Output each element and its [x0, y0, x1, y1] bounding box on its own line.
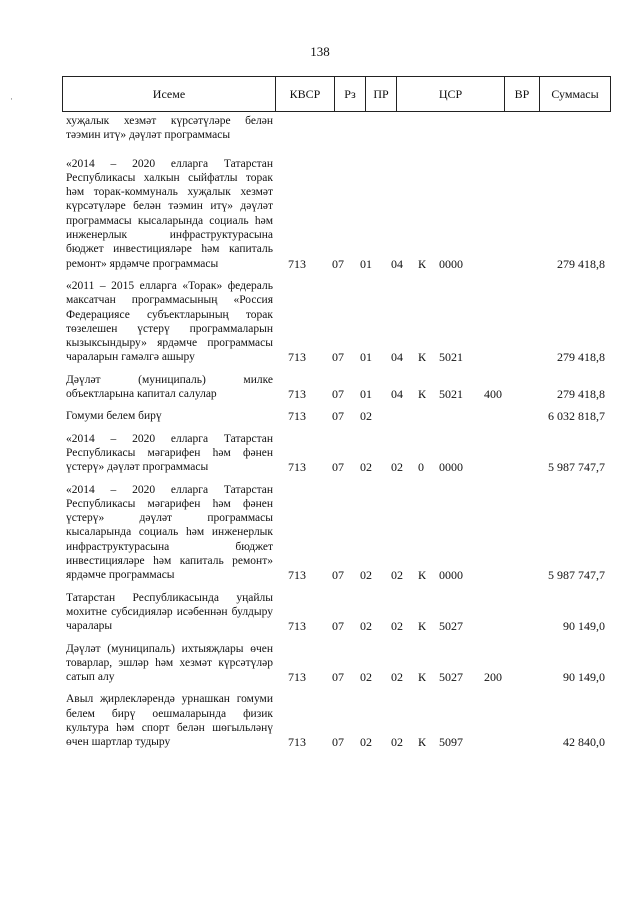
row-kvsr: 713: [288, 387, 306, 402]
header-vr: ВР: [505, 77, 540, 111]
row-rz: 07: [332, 256, 344, 271]
row-p2: К: [418, 735, 427, 750]
row-name: Дәүләт (муниципаль) ихтыяҗлары өчен товарлар, эшләр һәм хезмәт күрсәтүләр сатып алу: [66, 642, 273, 684]
row-sum: 279 418,8: [557, 256, 605, 271]
row-pr: 02: [360, 670, 372, 685]
row-pr: 01: [360, 350, 372, 365]
table-row: [66, 591, 611, 634]
table-row: [66, 483, 611, 583]
table-row: [66, 409, 611, 423]
header-name: Исеме: [63, 77, 276, 111]
row-kvsr: 713: [288, 619, 306, 634]
row-p2: К: [418, 387, 427, 402]
table-row: [66, 692, 611, 749]
header-rz: Рз: [335, 77, 366, 111]
row-rz: 07: [332, 735, 344, 750]
row-rz: 07: [332, 568, 344, 583]
row-sum: 42 840,0: [563, 735, 605, 750]
table-row: [66, 642, 611, 685]
table-body: [66, 114, 611, 758]
row-name: Дәүләт (муниципаль) милке объектларына капитал салулар: [66, 373, 273, 401]
row-p3: 5027: [439, 619, 463, 634]
table-header: [62, 76, 611, 112]
row-vr: 200: [484, 670, 502, 685]
row-p1: 04: [391, 387, 403, 402]
row-name: «2014 – 2020 елларга Татарстан Республикасы халкын сыйфатлы торак һәм торак-коммуналь хуҗалык хезмәт күрсәтүләре белән тәэмин итү» дәүләт программасы кысаларында социаль һәм инженерлык инфраструктурасына бюджет инвестицияләре һәм капиталь ремонт» ярдәмче программасы: [66, 157, 273, 270]
row-p2: К: [418, 619, 427, 634]
table-row: [66, 279, 611, 365]
header-pr: ПР: [366, 77, 397, 111]
row-rz: 07: [332, 460, 344, 475]
row-sum: 6 032 818,7: [548, 409, 605, 424]
row-pr: 01: [360, 256, 372, 271]
row-p1: 02: [391, 619, 403, 634]
row-p2: 0: [418, 460, 424, 475]
header-sum: Суммасы: [551, 86, 599, 101]
row-p3: 5021: [439, 350, 463, 365]
table-row: [66, 373, 611, 402]
row-rz: 07: [332, 670, 344, 685]
row-name: Гомуми белем бирү: [66, 410, 162, 423]
row-p2: К: [418, 350, 427, 365]
row-sum: 90 149,0: [563, 619, 605, 634]
table-row: [66, 432, 611, 475]
row-p1: 02: [391, 568, 403, 583]
row-pr: 02: [360, 735, 372, 750]
row-kvsr: 713: [288, 568, 306, 583]
header-csr: ЦСР: [397, 77, 505, 111]
margin-mark: ·: [10, 94, 13, 104]
row-p1: 02: [391, 670, 403, 685]
row-name: «2014 – 2020 елларга Татарстан Республикасы мәгарифен һәм фәнен үстерү» дәүләт программасы: [66, 432, 273, 474]
row-p3: 5097: [439, 735, 463, 750]
row-rz: 07: [332, 619, 344, 634]
row-pr: 02: [360, 460, 372, 475]
row-name: Авыл җирлекләрендә урнашкан гомуми белем бирү оешмаларында физик культура һәм спорт белән шөгыльләнү өчен шартлар тудыру: [66, 693, 273, 749]
row-name: Татарстан Республикасында уңайлы мохитне субсидияләр исәбеннән булдыру чаралары: [66, 591, 273, 633]
row-p3: 0000: [439, 460, 463, 475]
table-row: [66, 157, 611, 271]
row-rz: 07: [332, 350, 344, 365]
row-kvsr: 713: [288, 735, 306, 750]
row-pr: 02: [360, 409, 372, 424]
row-p1: 04: [391, 350, 403, 365]
row-p3: 0000: [439, 256, 463, 271]
row-p2: К: [418, 256, 427, 271]
row-rz: 07: [332, 409, 344, 424]
row-kvsr: 713: [288, 409, 306, 424]
row-p2: К: [418, 568, 427, 583]
row-kvsr: 713: [288, 670, 306, 685]
row-kvsr: 713: [288, 350, 306, 365]
row-sum: 279 418,8: [557, 350, 605, 365]
row-name: хуҗалык хезмәт күрсәтүләре белән тәэмин итү» дәүләт программасы: [66, 115, 273, 142]
row-p3: 5027: [439, 670, 463, 685]
row-sum: 5 987 747,7: [548, 568, 605, 583]
row-p1: 02: [391, 460, 403, 475]
row-kvsr: 713: [288, 256, 306, 271]
row-p2: К: [418, 670, 427, 685]
row-rz: 07: [332, 387, 344, 402]
row-pr: 01: [360, 387, 372, 402]
header-kvsr: КВСР: [276, 77, 335, 111]
row-pr: 02: [360, 568, 372, 583]
row-sum: 279 418,8: [557, 387, 605, 402]
row-vr: 400: [484, 387, 502, 402]
row-name: «2014 – 2020 елларга Татарстан Республикасы мәгарифен һәм фәнен үстерү» дәүләт программасы кысаларында социаль һәм инженерлык инфраструктурасына бюджет инвестицияләре һәм капиталь ремонт» ярдәмче программасы: [66, 483, 273, 582]
row-p3: 5021: [439, 387, 463, 402]
row-kvsr: 713: [288, 460, 306, 475]
page-number: 138: [310, 44, 330, 59]
row-p1: 02: [391, 735, 403, 750]
row-name: «2011 – 2015 елларга «Торак» федераль максатчан программасының «Россия Федерациясе субъектларының торак төзелешен үстерү программаларын кызыксындыру» ярдәмче программасы чараларын гамәлгә ашыру: [66, 279, 273, 364]
row-p3: 0000: [439, 568, 463, 583]
row-sum: 5 987 747,7: [548, 460, 605, 475]
row-sum: 90 149,0: [563, 670, 605, 685]
row-p1: 04: [391, 256, 403, 271]
row-pr: 02: [360, 619, 372, 634]
table-row: [66, 114, 611, 143]
